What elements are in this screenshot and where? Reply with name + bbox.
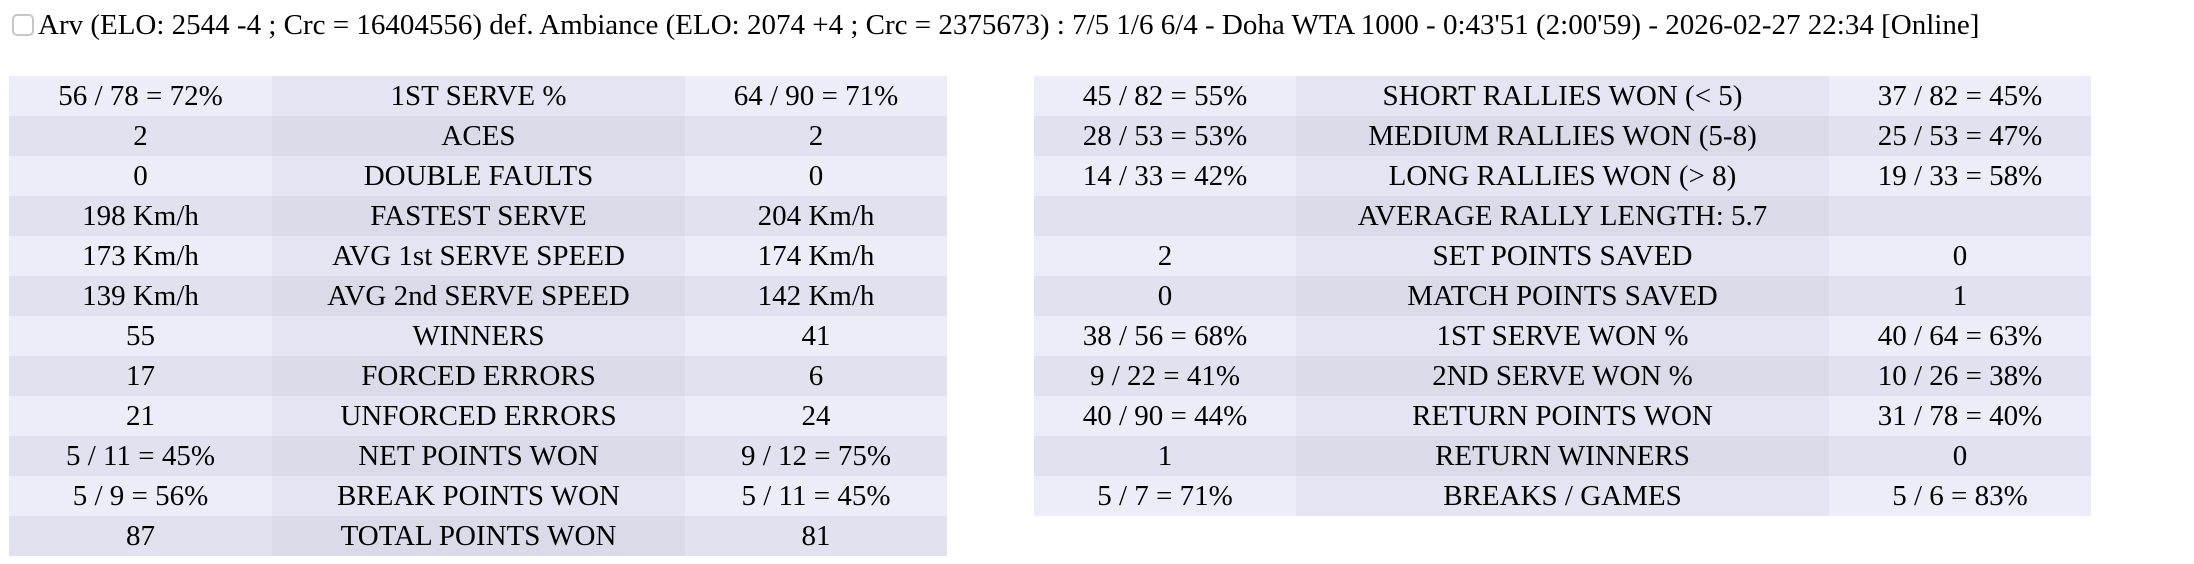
player2-value xyxy=(1829,196,2091,236)
player1-value: 2 xyxy=(1034,236,1296,276)
stat-label: AVERAGE RALLY LENGTH: 5.7 xyxy=(1296,196,1829,236)
stat-label: ACES xyxy=(272,116,685,156)
stat-row xyxy=(1034,356,2091,396)
select-checkbox[interactable] xyxy=(12,14,34,36)
stat-row xyxy=(1034,236,2091,276)
player2-value: 9 / 12 = 75% xyxy=(685,436,947,476)
player2-value: 6 xyxy=(685,356,947,396)
stat-label: FORCED ERRORS xyxy=(272,356,685,396)
serve-stats-table xyxy=(9,76,947,556)
player2-value: 0 xyxy=(1829,436,2091,476)
match-header xyxy=(12,0,2194,50)
player1-value: 9 / 22 = 41% xyxy=(1034,356,1296,396)
player1-value xyxy=(1034,196,1296,236)
stat-label: FASTEST SERVE xyxy=(272,196,685,236)
player1-value: 21 xyxy=(9,396,272,436)
player1-value: 45 / 82 = 55% xyxy=(1034,76,1296,116)
stat-label: UNFORCED ERRORS xyxy=(272,396,685,436)
stat-label: TOTAL POINTS WON xyxy=(272,516,685,556)
player2-value: 174 Km/h xyxy=(685,236,947,276)
stat-row xyxy=(1034,76,2091,116)
stat-row xyxy=(9,156,947,196)
stat-row xyxy=(1034,396,2091,436)
player1-value: 173 Km/h xyxy=(9,236,272,276)
player2-value: 24 xyxy=(685,396,947,436)
stat-row xyxy=(9,316,947,356)
rally-stats-table xyxy=(1034,76,2091,516)
player2-value: 19 / 33 = 58% xyxy=(1829,156,2091,196)
stat-row xyxy=(9,236,947,276)
player2-value: 2 xyxy=(685,116,947,156)
player2-value: 5 / 6 = 83% xyxy=(1829,476,2091,516)
stat-label: RETURN WINNERS xyxy=(1296,436,1829,476)
player2-value: 41 xyxy=(685,316,947,356)
stat-label: SET POINTS SAVED xyxy=(1296,236,1829,276)
stat-label: AVG 1st SERVE SPEED xyxy=(272,236,685,276)
player2-value: 1 xyxy=(1829,276,2091,316)
player2-value: 0 xyxy=(1829,236,2091,276)
player1-value: 0 xyxy=(1034,276,1296,316)
player1-value: 139 Km/h xyxy=(9,276,272,316)
match-title: Arv (ELO: 2544 -4 ; Crc = 16404556) def. Ambiance (ELO: 2074 +4 ; Crc = 2375673) : 7/5 1/6 6/4 - Doha WTA 1000 - 0:43'51 (2:00'59) - 2026-02-27 22:34 [Online] xyxy=(38,8,1980,41)
stat-row xyxy=(9,76,947,116)
stat-row xyxy=(9,476,947,516)
player1-value: 56 / 78 = 72% xyxy=(9,76,272,116)
stat-row xyxy=(9,116,947,156)
player1-value: 40 / 90 = 44% xyxy=(1034,396,1296,436)
player1-value: 5 / 7 = 71% xyxy=(1034,476,1296,516)
player1-value: 0 xyxy=(9,156,272,196)
stat-row xyxy=(9,396,947,436)
stat-row xyxy=(9,356,947,396)
stat-row xyxy=(1034,476,2091,516)
stat-label: AVG 2nd SERVE SPEED xyxy=(272,276,685,316)
stat-row xyxy=(1034,196,2091,236)
player2-value: 25 / 53 = 47% xyxy=(1829,116,2091,156)
player2-value: 0 xyxy=(685,156,947,196)
player1-value: 28 / 53 = 53% xyxy=(1034,116,1296,156)
stat-row xyxy=(1034,116,2091,156)
player2-value: 40 / 64 = 63% xyxy=(1829,316,2091,356)
stat-row xyxy=(1034,156,2091,196)
stat-label: 1ST SERVE % xyxy=(272,76,685,116)
stat-row xyxy=(1034,276,2091,316)
player1-value: 14 / 33 = 42% xyxy=(1034,156,1296,196)
stat-row xyxy=(1034,436,2091,476)
stat-row xyxy=(9,516,947,556)
player1-value: 5 / 11 = 45% xyxy=(9,436,272,476)
stat-label: DOUBLE FAULTS xyxy=(272,156,685,196)
stat-label: NET POINTS WON xyxy=(272,436,685,476)
stat-label: BREAK POINTS WON xyxy=(272,476,685,516)
stat-row xyxy=(9,436,947,476)
player2-value: 5 / 11 = 45% xyxy=(685,476,947,516)
stat-row xyxy=(9,276,947,316)
stat-label: 1ST SERVE WON % xyxy=(1296,316,1829,356)
player1-value: 17 xyxy=(9,356,272,396)
player1-value: 5 / 9 = 56% xyxy=(9,476,272,516)
player2-value: 64 / 90 = 71% xyxy=(685,76,947,116)
player2-value: 31 / 78 = 40% xyxy=(1829,396,2091,436)
stat-label: LONG RALLIES WON (> 8) xyxy=(1296,156,1829,196)
stat-label: MATCH POINTS SAVED xyxy=(1296,276,1829,316)
stat-row xyxy=(1034,316,2091,356)
player1-value: 87 xyxy=(9,516,272,556)
player2-value: 10 / 26 = 38% xyxy=(1829,356,2091,396)
stat-label: MEDIUM RALLIES WON (5-8) xyxy=(1296,116,1829,156)
player1-value: 1 xyxy=(1034,436,1296,476)
player1-value: 2 xyxy=(9,116,272,156)
stat-label: SHORT RALLIES WON (< 5) xyxy=(1296,76,1829,116)
player1-value: 198 Km/h xyxy=(9,196,272,236)
player2-value: 81 xyxy=(685,516,947,556)
player2-value: 142 Km/h xyxy=(685,276,947,316)
player1-value: 38 / 56 = 68% xyxy=(1034,316,1296,356)
stat-label: 2ND SERVE WON % xyxy=(1296,356,1829,396)
player2-value: 204 Km/h xyxy=(685,196,947,236)
stat-row xyxy=(9,196,947,236)
player1-value: 55 xyxy=(9,316,272,356)
stat-label: WINNERS xyxy=(272,316,685,356)
stat-label: RETURN POINTS WON xyxy=(1296,396,1829,436)
player2-value: 37 / 82 = 45% xyxy=(1829,76,2091,116)
stat-label: BREAKS / GAMES xyxy=(1296,476,1829,516)
